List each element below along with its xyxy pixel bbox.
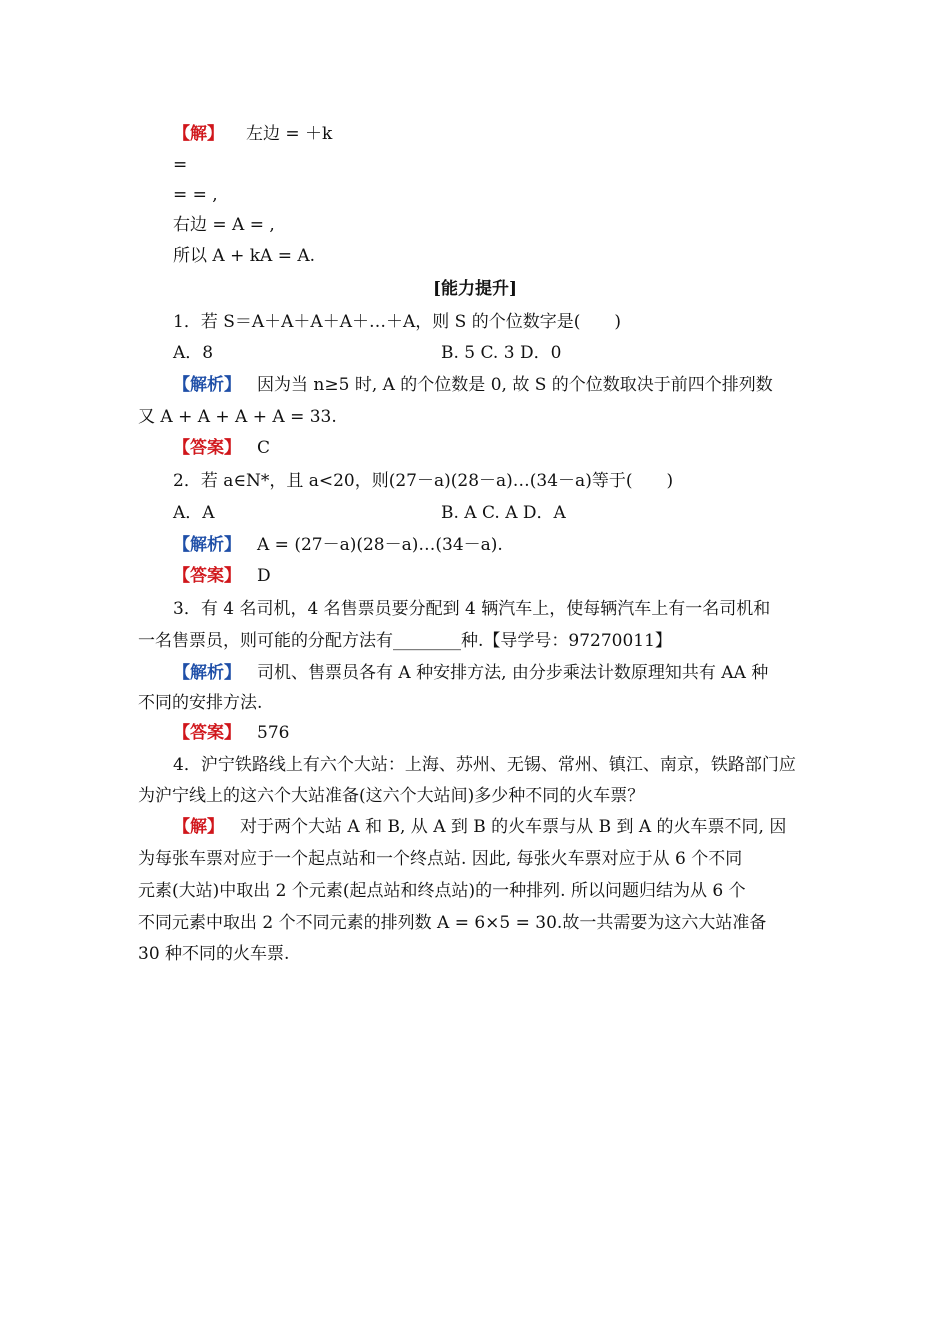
- q4-solution-line-1: 【解】 对于两个大站 A 和 B, 从 A 到 B 的火车票与从 B 到 A 的火车票不同, 因: [173, 817, 787, 837]
- q3-answer: 【答案】 576: [173, 723, 290, 743]
- q1-analysis-line-1: 【解析】 因为当 n≥5 时, A 的个位数是 0, 故 S 的个位数取决于前四个排列数: [173, 375, 773, 395]
- q4-solution-line-5: 30 种不同的火车票.: [138, 944, 290, 964]
- q2-answer: 【答案】 D: [173, 566, 271, 586]
- q3-analysis-line-1: 【解析】 司机、售票员各有 A 种安排方法, 由分步乘法计数原理知共有 AA 种: [173, 663, 769, 683]
- q2-option-a: A．A: [173, 503, 215, 523]
- q4-solution-line-3: 元素(大站)中取出 2 个元素(起点站和终点站)的一种排列. 所以问题归结为从 6 个: [138, 881, 746, 901]
- prev-solution-line-4: 右边 = A = ,: [173, 215, 275, 235]
- q1-options: [173, 341, 853, 365]
- prev-solution-line-2: =: [173, 155, 188, 175]
- q4-stem-line-1: 4．沪宁铁路线上有六个大站：上海、苏州、无锡、常州、镇江、南京，铁路部门应: [173, 755, 796, 775]
- prev-solution-line-1: 【解】 左边 = ＋k: [173, 124, 333, 144]
- analysis-tag: 【解析】: [173, 663, 241, 683]
- q4-solution-line-4: 不同元素中取出 2 个不同元素的排列数 A = 6×5 = 30.故一共需要为这六大站准备: [138, 913, 767, 933]
- q4-stem-line-2: 为沪宁线上的这六个大站准备(这六个大站间)多少种不同的火车票？: [138, 786, 645, 806]
- q2-stem: 2．若 a∈N*，且 a<20，则(27－a)(28－a)…(34－a)等于( ): [173, 471, 674, 491]
- q3-stem-line-1: 3．有 4 名司机，4 名售票员要分配到 4 辆汽车上，使每辆汽车上有一名司机和: [173, 599, 771, 619]
- q2-analysis: 【解析】 A = (27－a)(28－a)…(34－a).: [173, 535, 503, 555]
- q2-option-bcd: B. A C. A D．A: [441, 503, 566, 523]
- prev-solution-line-3: = = ,: [173, 185, 218, 205]
- q1-option-bcd: B. 5 C. 3 D．0: [441, 343, 562, 363]
- analysis-tag: 【解析】: [173, 535, 241, 555]
- q2-options: [173, 501, 853, 525]
- section-title: [能力提升]: [432, 279, 518, 299]
- q3-stem-line-2: 一名售票员，则可能的分配方法有________种.【导学号：97270011】: [138, 631, 672, 651]
- answer-tag: 【答案】: [173, 438, 241, 458]
- q1-stem: 1．若 S＝A＋A＋A＋A＋…＋A，则 S 的个位数字是( ): [173, 312, 621, 332]
- q4-solution-line-2: 为每张车票对应于一个起点站和一个终点站. 因此, 每张火车票对应于从 6 个不同: [138, 849, 743, 869]
- prev-solution-line-5: 所以 A + kA = A.: [173, 246, 316, 266]
- answer-tag: 【答案】: [173, 723, 241, 743]
- analysis-tag: 【解析】: [173, 375, 241, 395]
- solution-tag: 【解】: [173, 124, 224, 144]
- solution-tag: 【解】: [173, 817, 224, 837]
- q1-answer: 【答案】 C: [173, 438, 271, 458]
- q1-analysis-line-2: 又 A + A + A + A = 33.: [138, 407, 337, 427]
- q1-option-a: A．8: [173, 343, 214, 363]
- answer-tag: 【答案】: [173, 566, 241, 586]
- q3-analysis-line-2: 不同的安排方法.: [138, 693, 263, 713]
